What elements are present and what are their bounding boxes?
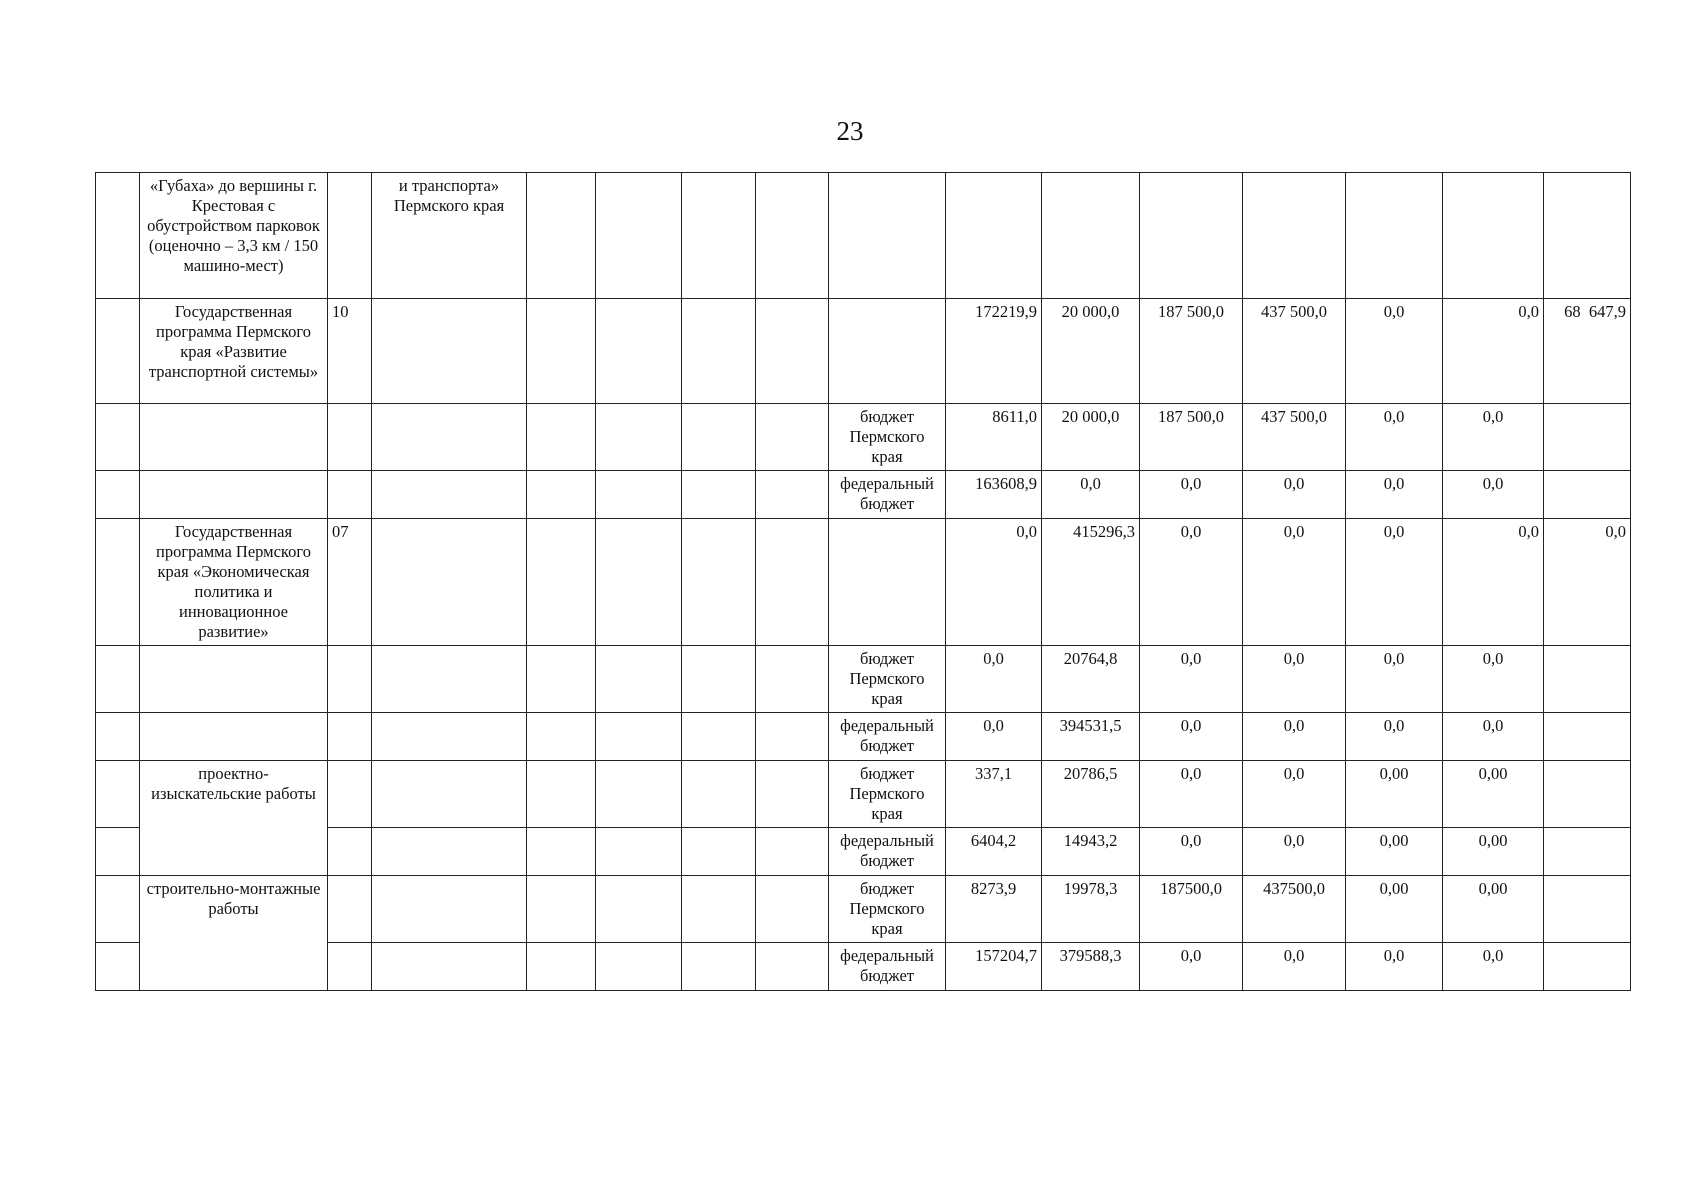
value-cell: 0,0 <box>1443 713 1544 761</box>
value-cell: 0,0 <box>946 713 1042 761</box>
value-cell: 0,0 <box>1443 943 1544 991</box>
funding-source: бюджет Пермского края <box>829 404 946 471</box>
value-cell: 0,0 <box>1243 761 1346 828</box>
funding-source: федеральный бюджет <box>829 713 946 761</box>
value-cell: 172219,9 <box>946 299 1042 404</box>
table-row <box>96 404 1631 471</box>
value-cell: 0,0 <box>1346 943 1443 991</box>
program-name: Государственная программа Пермского края «Экономическая политика и инновационное развитие» <box>140 519 328 646</box>
value-cell: 0,0 <box>946 519 1042 646</box>
table-row <box>96 173 1631 299</box>
value-cell: 0,0 <box>1042 471 1140 519</box>
value-cell: 437 500,0 <box>1243 299 1346 404</box>
value-cell: 8611,0 <box>946 404 1042 471</box>
value-cell: 0,0 <box>1140 471 1243 519</box>
value-cell: 157204,7 <box>946 943 1042 991</box>
page-number: 23 <box>836 116 864 146</box>
value-cell: 8273,9 <box>946 876 1042 943</box>
funding-source: бюджет Пермского края <box>829 646 946 713</box>
value-cell: 14943,2 <box>1042 828 1140 876</box>
table-row <box>96 713 1631 761</box>
table-row <box>96 761 1631 828</box>
value-cell: 0,0 <box>1243 646 1346 713</box>
value-cell: 0,0 <box>1243 943 1346 991</box>
table-row <box>96 471 1631 519</box>
value-cell: 0,0 <box>1346 404 1443 471</box>
value-cell: 0,0 <box>1544 519 1631 646</box>
value-cell: 0,0 <box>1346 471 1443 519</box>
funding-source: бюджет Пермского края <box>829 876 946 943</box>
value-cell: 0,0 <box>1443 404 1544 471</box>
funding-source: федеральный бюджет <box>829 471 946 519</box>
table-row <box>96 299 1631 404</box>
value-cell: 0,00 <box>1443 876 1544 943</box>
value-cell: 337,1 <box>946 761 1042 828</box>
value-cell: 0,0 <box>1243 828 1346 876</box>
value-cell: 0,0 <box>1243 471 1346 519</box>
value-cell: 20786,5 <box>1042 761 1140 828</box>
value-cell: 0,0 <box>1443 646 1544 713</box>
executor: и транспорта» Пермского края <box>372 173 527 299</box>
value-cell: 0,00 <box>1346 876 1443 943</box>
value-cell: 0,0 <box>1346 299 1443 404</box>
value-cell: 19978,3 <box>1042 876 1140 943</box>
value-cell: 0,0 <box>1346 646 1443 713</box>
value-cell: 437500,0 <box>1243 876 1346 943</box>
value-cell: 187 500,0 <box>1140 299 1243 404</box>
work-type-name: строительно-монтажные работы <box>140 876 328 991</box>
value-cell: 0,0 <box>1443 519 1544 646</box>
value-cell: 0,00 <box>1346 828 1443 876</box>
value-cell: 6404,2 <box>946 828 1042 876</box>
work-type-name: проектно-изыскательские работы <box>140 761 328 876</box>
value-cell: 437 500,0 <box>1243 404 1346 471</box>
value-cell: 20 000,0 <box>1042 404 1140 471</box>
value-cell: 0,0 <box>1243 519 1346 646</box>
value-cell: 379588,3 <box>1042 943 1140 991</box>
value-cell: 0,0 <box>1443 299 1544 404</box>
value-cell: 0,0 <box>1140 713 1243 761</box>
program-code: 07 <box>328 519 372 646</box>
value-cell: 0,0 <box>1140 828 1243 876</box>
value-cell: 0,0 <box>1243 713 1346 761</box>
table-row <box>96 876 1631 943</box>
value-cell: 187500,0 <box>1140 876 1243 943</box>
value-cell: 415296,3 <box>1042 519 1140 646</box>
value-cell: 68 647,9 <box>1544 299 1631 404</box>
value-cell: 0,0 <box>946 646 1042 713</box>
value-cell: 20764,8 <box>1042 646 1140 713</box>
value-cell: 0,0 <box>1140 646 1243 713</box>
measure-name: «Губаха» до вершины г. Крестовая с обустройством парковок (оценочно – 3,3 км / 150 машино-мест) <box>140 173 328 299</box>
value-cell: 0,0 <box>1443 471 1544 519</box>
value-cell: 163608,9 <box>946 471 1042 519</box>
value-cell: 0,0 <box>1346 713 1443 761</box>
value-cell: 394531,5 <box>1042 713 1140 761</box>
program-name: Государственная программа Пермского края «Развитие транспортной системы» <box>140 299 328 404</box>
funding-source: федеральный бюджет <box>829 943 946 991</box>
value-cell: 20 000,0 <box>1042 299 1140 404</box>
value-cell: 0,00 <box>1443 761 1544 828</box>
value-cell: 0,0 <box>1140 519 1243 646</box>
table-row <box>96 519 1631 646</box>
value-cell: 0,0 <box>1140 761 1243 828</box>
value-cell: 187 500,0 <box>1140 404 1243 471</box>
value-cell: 0,0 <box>1140 943 1243 991</box>
table-row <box>96 646 1631 713</box>
value-cell: 0,00 <box>1443 828 1544 876</box>
program-code: 10 <box>328 299 372 404</box>
value-cell: 0,00 <box>1346 761 1443 828</box>
funding-source: федеральный бюджет <box>829 828 946 876</box>
value-cell: 0,0 <box>1346 519 1443 646</box>
funding-source: бюджет Пермского края <box>829 761 946 828</box>
budget-table <box>95 172 1631 991</box>
